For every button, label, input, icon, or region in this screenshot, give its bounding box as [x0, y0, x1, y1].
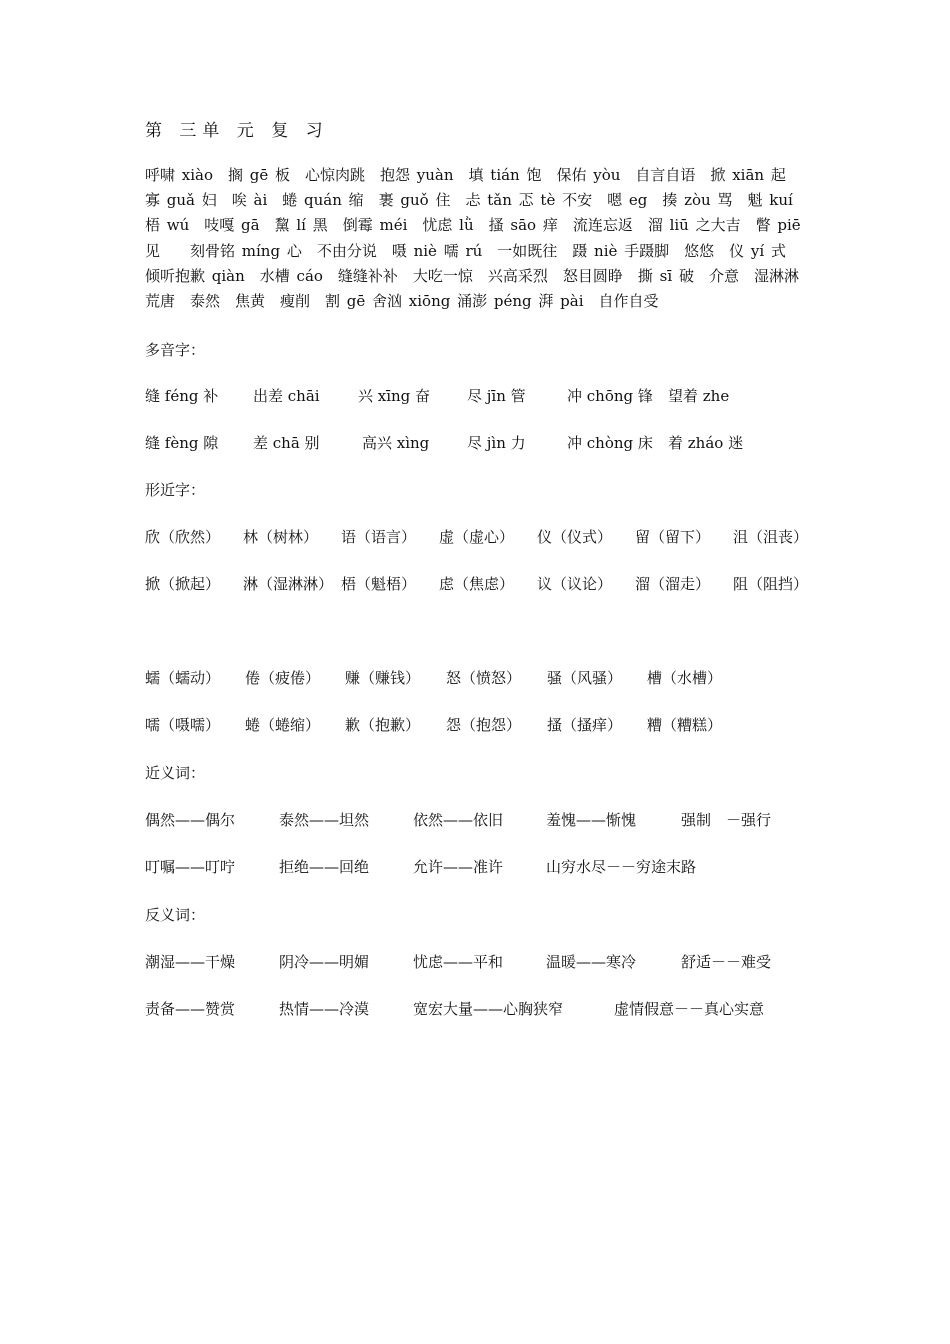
section-label-jinyi: 近义词： [145, 764, 206, 782]
section-label-duoyin: 多音字： [145, 341, 206, 359]
xingjin-item: 林（树林） [243, 528, 319, 546]
xingjin-item: 怒（愤怒） [446, 669, 522, 687]
xingjin-item: 糟（糟糕） [647, 716, 723, 734]
fanyi-row [145, 951, 825, 973]
xingjin-item: 掀（掀起） [145, 575, 221, 593]
xingjin-item: 仪（仪式） [537, 528, 613, 546]
xingjin-item: 议（议论） [537, 575, 613, 593]
xingjin-item: 溜（溜走） [635, 575, 711, 593]
xingjin-row [145, 573, 825, 595]
xingjin-row [145, 526, 825, 548]
xingjin-item: 阻（阻挡） [733, 575, 809, 593]
xingjin-item: 梧（魁梧） [341, 575, 417, 593]
xingjin-item: 蜷（蜷缩） [245, 716, 321, 734]
duoyin-item: 尽 jīn 管 [467, 387, 526, 405]
duoyin-item: 兴 xīng 奋 [358, 387, 431, 405]
jinyi-item: 偶然——偶尔 [145, 811, 236, 829]
xingjin-item: 沮（沮丧） [733, 528, 809, 546]
duoyin-row [145, 432, 825, 454]
xingjin-item: 嚅（嗫嚅） [145, 716, 221, 734]
jinyi-item: 拒绝——回绝 [279, 858, 370, 876]
xingjin-item: 虚（虚心） [439, 528, 515, 546]
jinyi-item: 羞愧——惭愧 [546, 811, 637, 829]
xingjin-item: 赚（赚钱） [345, 669, 421, 687]
fanyi-item: 温暖——寒冷 [546, 953, 637, 971]
duoyin-item: 缝 fèng 隙 [145, 434, 219, 452]
jinyi-item: 叮嘱——叮咛 [145, 858, 236, 876]
jinyi-item: 依然——依旧 [413, 811, 504, 829]
xingjin-item: 语（语言） [341, 528, 417, 546]
duoyin-item: 尽 jìn 力 [467, 434, 526, 452]
xingjin-row [145, 714, 825, 736]
fanyi-item: 阴冷——明媚 [279, 953, 370, 971]
xingjin-item: 欣（欣然） [145, 528, 221, 546]
xingjin-item: 淋（湿淋淋） [243, 575, 334, 593]
xingjin-item: 留（留下） [635, 528, 711, 546]
fanyi-item: 忧虑——平和 [413, 953, 504, 971]
xingjin-item: 虑（焦虑） [439, 575, 515, 593]
xingjin-item: 搔（搔痒） [547, 716, 623, 734]
xingjin-item: 蠕（蠕动） [145, 669, 221, 687]
duoyin-item: 冲 chōng 锋 [567, 387, 653, 405]
xingjin-item: 槽（水槽） [647, 669, 723, 687]
duoyin-item: 缝 féng 补 [145, 387, 219, 405]
fanyi-item: 责备——赞赏 [145, 1000, 236, 1018]
xingjin-item: 歉（抱歉） [345, 716, 421, 734]
fanyi-item: 潮湿——干燥 [145, 953, 236, 971]
duoyin-item: 高兴 xìng [362, 434, 430, 452]
fanyi-item: 虚情假意－－真心实意 [614, 1000, 765, 1018]
jinyi-row [145, 809, 825, 831]
vocabulary-paragraph: 呼啸 xiào 搁 gē 板 心惊肉跳 抱怨 yuàn 填 tián 饱 保佑 yòu 自言自语 掀 xiān 起 寡 guǎ 妇 唉 ài 蜷 quán 缩 裹 guǒ 住 忐 tǎn 忑 tè 不安 嗯 eg 揍 zòu 骂 魁 kuí 梧 wú 吱嘎 gā 黧 lí 黑 倒霉 méi 忧虑 lǜ 搔 sāo 痒 流连忘返 溜 liū 之大吉 瞥 piē 见 刻骨铭 míng 心 不由分说 嗫 niè 嚅 rú 一如既往 蹑 niè 手蹑脚 悠悠 仪 yí 式 倾听抱歉 qiàn 水槽 cáo 缝缝补补 大吃一惊 兴高采烈 怒目圆睁 撕 sī 破 介意 湿淋淋 荒唐 泰然 焦黄 瘦削 割 gē 舍汹 xiōng 涌澎 péng 湃 pài 自作自受 [145, 166, 814, 311]
jinyi-item: 允许——准许 [413, 858, 504, 876]
duoyin-row [145, 385, 825, 407]
fanyi-item: 热情——冷漠 [279, 1000, 370, 1018]
duoyin-item: 差 chā 别 [253, 434, 320, 452]
duoyin-item: 着 zháo 迷 [668, 434, 744, 452]
jinyi-item: 山穷水尽－－穷途末路 [546, 858, 697, 876]
fanyi-item: 宽宏大量——心胸狭窄 [413, 1000, 564, 1018]
jinyi-item: 强制 －强行 [681, 811, 772, 829]
xingjin-row [145, 667, 825, 689]
xingjin-item: 骚（风骚） [547, 669, 623, 687]
xingjin-item: 倦（疲倦） [245, 669, 321, 687]
jinyi-item: 泰然——坦然 [279, 811, 370, 829]
section-label-xingjin: 形近字： [145, 481, 206, 499]
fanyi-item: 舒适－－难受 [681, 953, 772, 971]
fanyi-row [145, 998, 825, 1020]
xingjin-item: 怨（抱怨） [446, 716, 522, 734]
duoyin-item: 望着 zhe [668, 387, 730, 405]
page-title: 第 三单 元 复 习 [145, 121, 329, 141]
duoyin-item: 冲 chòng 床 [567, 434, 653, 452]
jinyi-row [145, 856, 825, 878]
duoyin-item: 出差 chāi [253, 387, 320, 405]
section-label-fanyi: 反义词： [145, 906, 206, 924]
